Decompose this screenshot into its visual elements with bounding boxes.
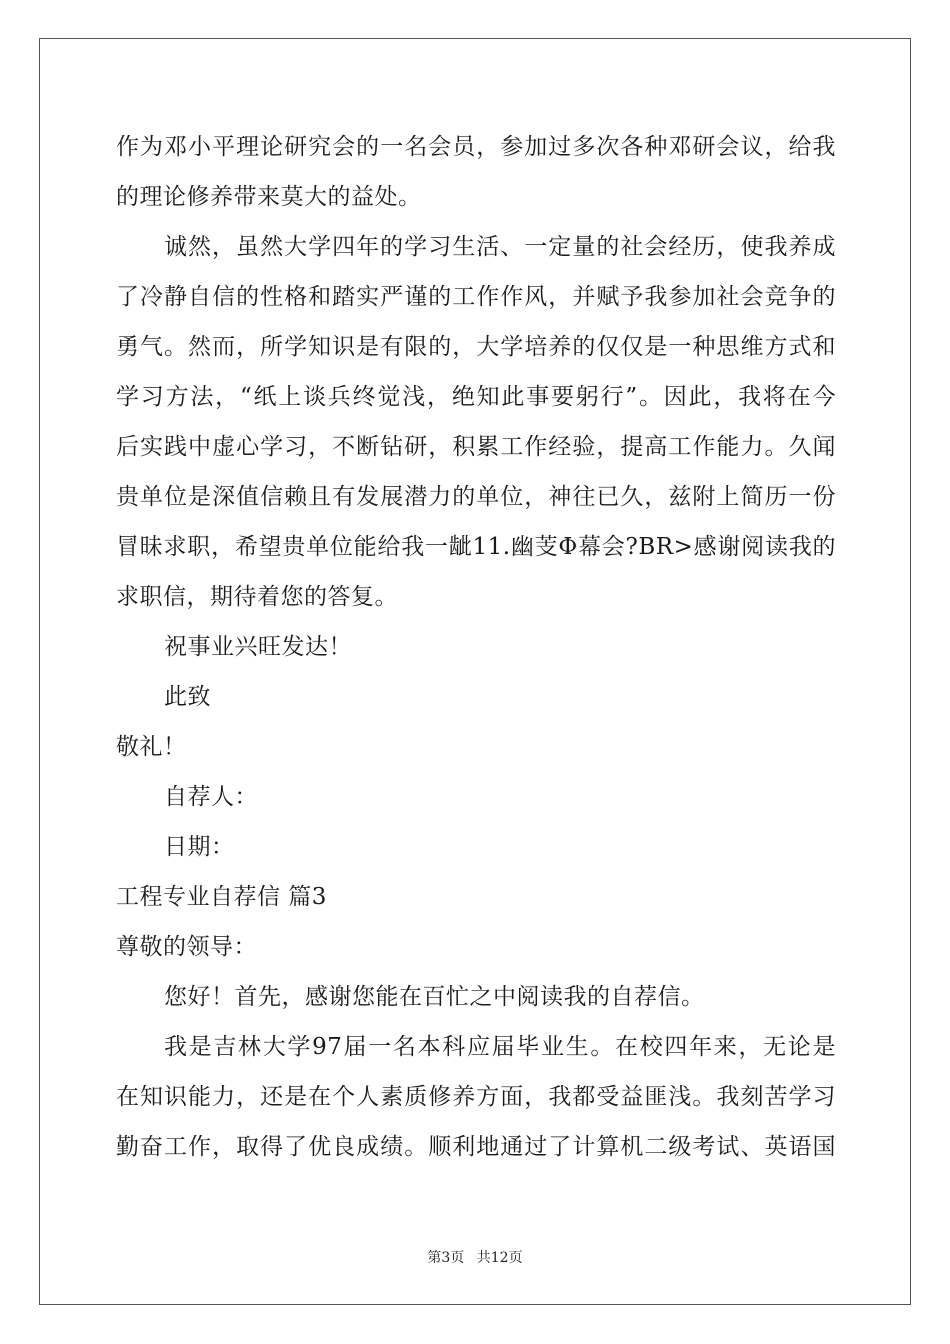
- text-line: 学习方法，“纸上谈兵终觉浅，绝知此事要躬行”。因此，我将在今: [116, 384, 836, 410]
- paragraph-start-line: 诚然，虽然大学四年的学习生活、一定量的社会经历，使我养成: [164, 234, 836, 260]
- page-footer: [0, 1247, 950, 1267]
- page-number: 第3页: [427, 1250, 465, 1266]
- text-line: 勇气。然而，所学知识是有限的，大学培养的仅仅是一种思维方式和: [116, 334, 836, 360]
- text-line: 求职信，期待着您的答复。: [116, 584, 398, 610]
- text-line: 了冷静自信的性格和踏实严谨的工作作风，并赋予我参加社会竞争的: [116, 284, 836, 310]
- text-line: 在知识能力，还是在个人素质修养方面，我都受益匪浅。我刻苦学习: [116, 1084, 836, 1110]
- signature-label: 自荐人：: [164, 784, 258, 810]
- page-total: 共12页: [476, 1250, 523, 1266]
- text-line: 勤奋工作，取得了优良成绩。顺利地通过了计算机二级考试、英语国: [116, 1134, 836, 1160]
- text-line: 作为邓小平理论研究会的一名会员，参加过多次各种邓研会议，给我: [116, 134, 836, 160]
- greeting: 尊敬的领导：: [116, 934, 257, 960]
- text-line: 后实践中虚心学习，不断钻研，积累工作经验，提高工作能力。久闻: [116, 434, 836, 460]
- paragraph-start-line: 我是吉林大学97届一名本科应届毕业生。在校四年来，无论是: [164, 1034, 836, 1060]
- paragraph-start-line: 您好！首先，感谢您能在百忙之中阅读我的自荐信。: [164, 984, 705, 1010]
- text-line: 的理论修养带来莫大的益处。: [116, 184, 422, 210]
- text-line: 贵单位是深值信赖且有发展潜力的单位，神往已久，兹附上简历一份: [116, 484, 836, 510]
- date-label: 日期：: [164, 834, 235, 860]
- closing-salutation: 此致: [164, 684, 211, 710]
- document-body: [116, 122, 836, 1172]
- text-line: 冒昧求职，希望贵单位能给我一龇11.幽芰Φ幕会?BR>感谢阅读我的: [116, 534, 836, 560]
- closing-wish: 祝事业兴旺发达！: [164, 634, 352, 660]
- section-heading: 工程专业自荐信 篇3: [116, 884, 327, 910]
- closing-respect: 敬礼！: [116, 734, 187, 760]
